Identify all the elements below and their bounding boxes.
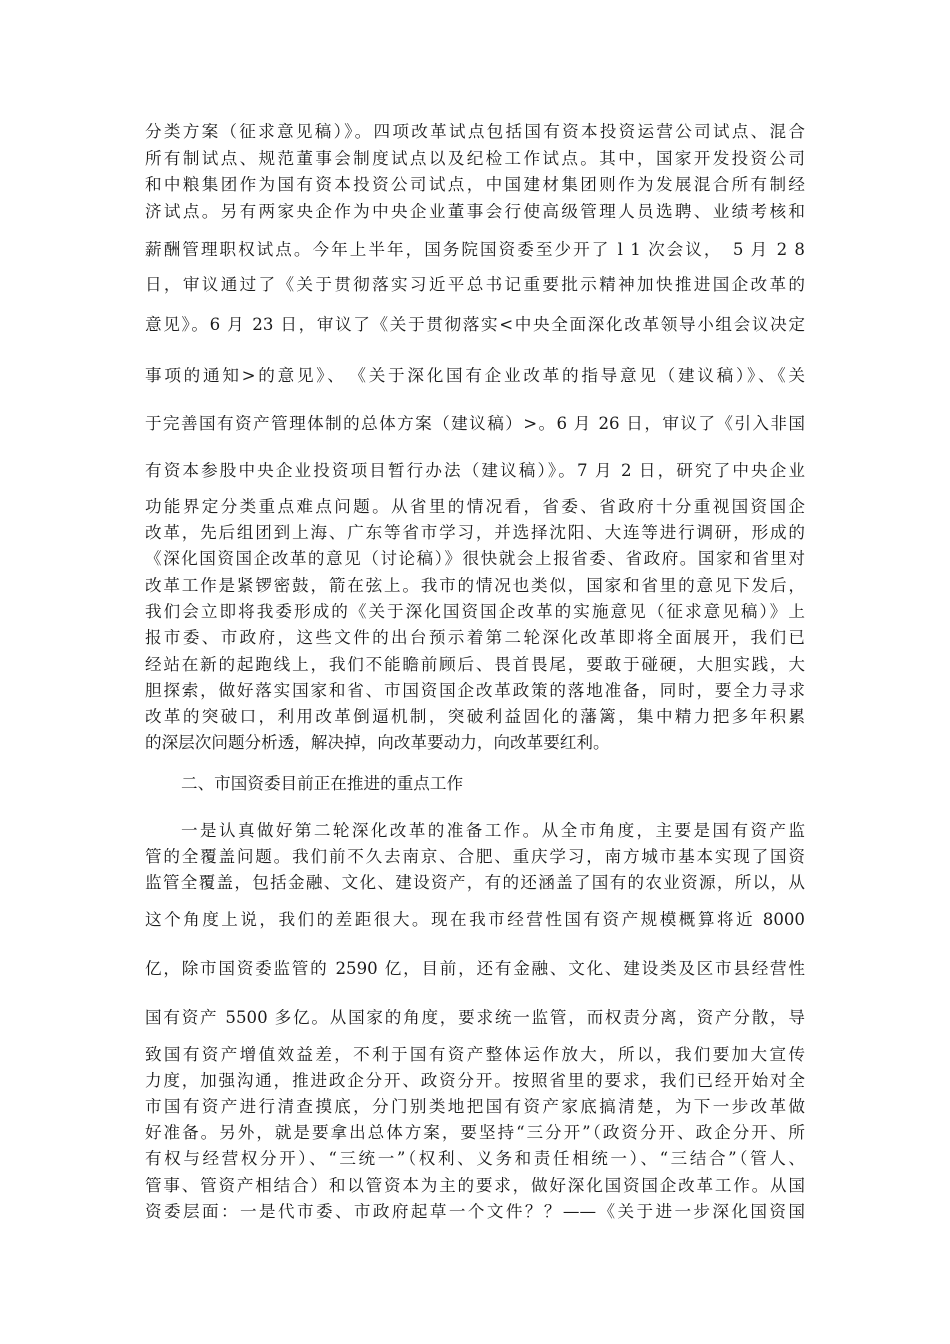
- text-line: 改革，先后组团到上海、广东等省市学习，并选择沈阳、大连等进行调研，形成的: [145, 523, 805, 542]
- text-line: 监管全覆盖，包括金融、文化、建设资产，有的还涵盖了国有的农业资源，所以，从: [145, 873, 805, 892]
- text-line: 改革的突破口，利用改革倒逼机制，突破利益固化的藩篱，集中精力把多年积累: [145, 707, 805, 726]
- text-line: 功能界定分类重点难点问题。从省里的情况看，省委、省政府十分重视国资国企: [145, 497, 805, 516]
- text-line: 的深层次问题分析透，解决掉，向改革要动力，向改革要红利。: [145, 733, 610, 752]
- text-line: 有资本参股中央企业投资项目暂行办法（建议稿）》。7 月 2 日，研究了中央企业: [145, 461, 805, 480]
- section-heading: 二、市国资委目前正在推进的重点工作: [181, 774, 464, 793]
- text-line: 济试点。另有两家央企作为中央企业董事会行使高级管理人员选聘、业绩考核和: [145, 202, 805, 221]
- text-line: 有权与经营权分开）、“三统一”（权利、义务和责任相统一）、“三结合”（管人、: [145, 1149, 805, 1168]
- text-line: 亿，除市国资委监管的 2590 亿，目前，还有金融、文化、建设类及区市县经营性: [145, 959, 805, 978]
- text-line: 《深化国资国企改革的意见（讨论稿）》很快就会上报省委、省政府。国家和省里对: [145, 549, 805, 568]
- text-line: 经站在新的起跑线上，我们不能瞻前顾后、畏首畏尾，要敢于碰硬，大胆实践，大: [145, 655, 805, 674]
- text-line: 市国有资产进行清查摸底，分门别类地把国有资产家底搞清楚，为下一步改革做: [145, 1097, 805, 1116]
- text-line: 管事、管资产相结合）和以管资本为主的要求，做好深化国资国企改革工作。从国: [145, 1176, 805, 1195]
- text-line: 改革工作是紧锣密鼓，箭在弦上。我市的情况也类似，国家和省里的意见下发后，: [145, 576, 805, 595]
- text-line: 报市委、市政府，这些文件的出台预示着第二轮深化改革即将全面展开，我们已: [145, 628, 805, 647]
- text-line: 分类方案（征求意见稿）》。四项改革试点包括国有资本投资运营公司试点、混合: [145, 122, 805, 141]
- text-line: 胆探索，做好落实国家和省、市国资国企改革政策的落地准备，同时，要全力寻求: [145, 681, 805, 700]
- text-line: 我们会立即将我委形成的《关于深化国资国企改革的实施意见（征求意见稿）》上: [145, 602, 805, 621]
- text-line: 日，审议通过了《关于贯彻落实习近平总书记重要批示精神加快推进国企改革的: [145, 275, 805, 294]
- text-line: 意见》。6 月 23 日，审议了《关于贯彻落实<中央全面深化改革领导小组会议决定: [145, 315, 805, 334]
- text-line: 好准备。另外，就是要拿出总体方案，要坚持“三分开”（政资分开、政企分开、所: [145, 1123, 805, 1142]
- text-line: 力度，加强沟通，推进政企分开、政资分开。按照省里的要求，我们已经开始对全: [145, 1071, 805, 1090]
- text-line: 国有资产 5500 多亿。从国家的角度，要求统一监管，而权责分离，资产分散，导: [145, 1008, 805, 1027]
- text-line: 薪酬管理职权试点。今年上半年，国务院国资委至少开了 l 1 次会议， 5 月 2 8: [145, 240, 805, 259]
- text-line: 事项的通知>的意见》、 《关于深化国有企业改革的指导意见（建议稿）》、《关: [145, 366, 805, 385]
- text-line: 一是认真做好第二轮深化改革的准备工作。从全市角度，主要是国有资产监: [181, 821, 805, 840]
- text-line: 这个角度上说，我们的差距很大。现在我市经营性国有资产规模概算将近 8000: [145, 910, 805, 929]
- text-line: 管的全覆盖问题。我们前不久去南京、合肥、重庆学习，南方城市基本实现了国资: [145, 847, 805, 866]
- text-line: 于完善国有资产管理体制的总体方案（建议稿）>。6 月 26 日，审议了《引入非国: [145, 414, 805, 433]
- text-line: 所有制试点、规范董事会制度试点以及纪检工作试点。其中，国家开发投资公司: [145, 149, 805, 168]
- text-line: 致国有资产增值效益差，不利于国有资产整体运作放大，所以，我们要加大宣传: [145, 1045, 805, 1064]
- text-line: 和中粮集团作为国有资本投资公司试点，中国建材集团则作为发展混合所有制经: [145, 175, 805, 194]
- text-line: 资委层面：一是代市委、市政府起草一个文件？？——《关于进一步深化国资国: [145, 1202, 805, 1221]
